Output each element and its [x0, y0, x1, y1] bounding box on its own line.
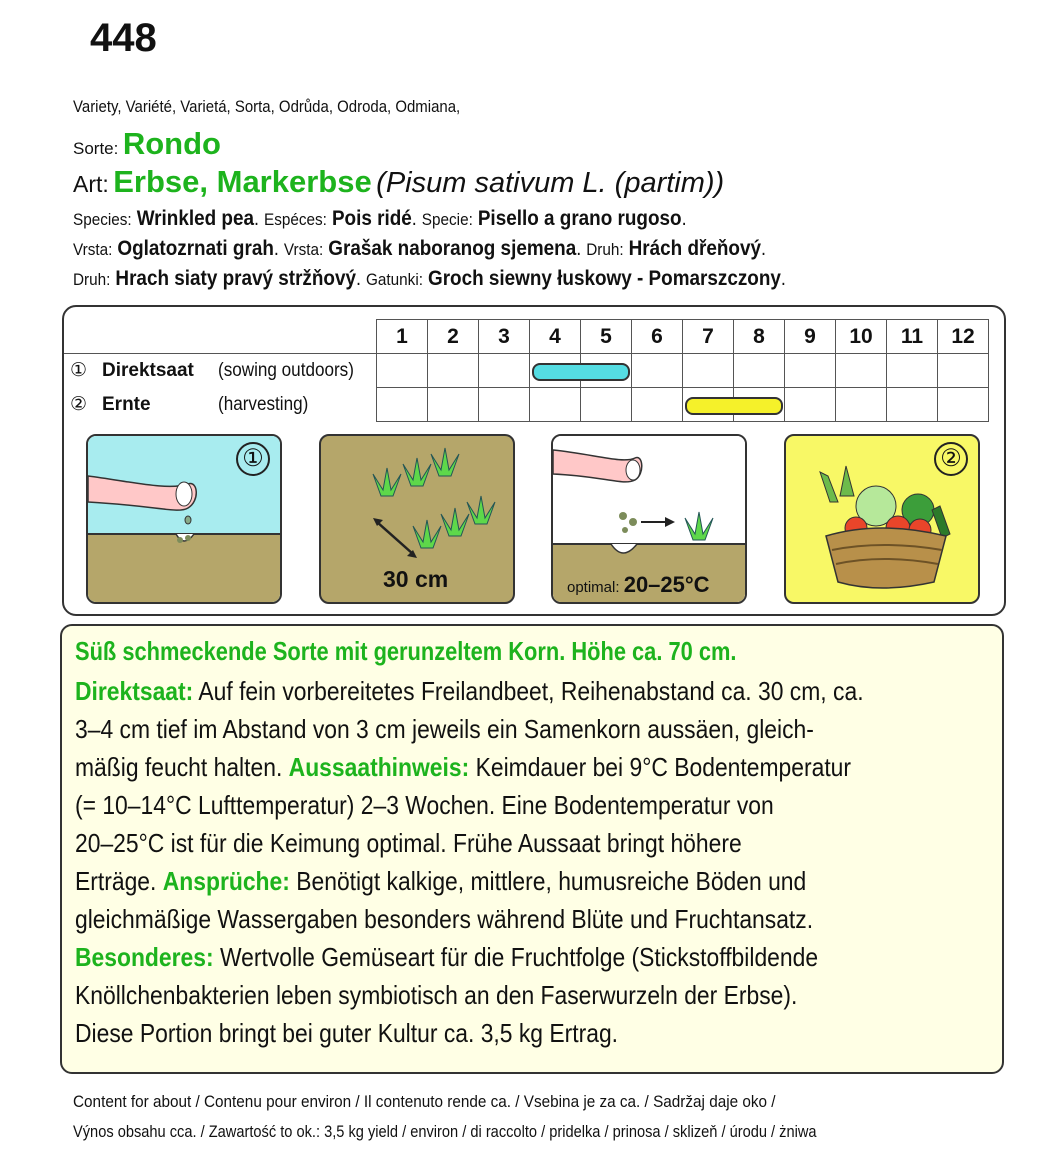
- row-description: (harvesting): [218, 394, 309, 415]
- item-code: 448: [90, 16, 157, 60]
- row-description: (sowing outdoors): [218, 360, 354, 382]
- month-header: 7: [683, 320, 734, 354]
- description-line: mäßig feucht halten. Aussaathinweis: Keimdauer bei 9°C Bodentemperatur: [75, 752, 852, 782]
- species-name: Erbse, Markerbse: [113, 164, 372, 199]
- harvest-tile: [784, 434, 980, 604]
- description-box: [60, 624, 1004, 1074]
- sowing-calendar: [64, 319, 989, 422]
- month-header: 5: [581, 320, 632, 354]
- species-line-2: Vrsta: Oglatozrnati grah. Vrsta: Grašak naboranog sjemena. Druh: Hrách dřeňový.: [73, 237, 767, 260]
- description-line: Diese Portion bringt bei guter Kultur ca. 3,5 kg Ertrag.: [75, 1018, 619, 1048]
- row-name: Direktsaat: [102, 360, 194, 382]
- description-line: 3–4 cm tief im Abstand von 3 cm jeweils ein Samenkorn aussäen, gleich-: [75, 714, 814, 744]
- row-spacing-label: 30 cm: [383, 566, 449, 592]
- sorte-row: [73, 126, 221, 162]
- month-header: 12: [938, 320, 989, 354]
- content-note-line-2: Výnos obsahu cca. / Zawartość to ok.: 3,5 kg yield / environ / di raccolto / pridelka / prinosa / sklizeň / úrodu / żniwa: [73, 1122, 817, 1141]
- step-two-icon: ②: [934, 442, 968, 476]
- description-line: Direktsaat: Auf fein vorbereitetes Freilandbeet, Reihenabstand ca. 30 cm, ca.: [75, 676, 864, 706]
- calendar-row-harvest: [64, 388, 989, 422]
- month-header: 3: [479, 320, 530, 354]
- month-header: 8: [734, 320, 785, 354]
- description-line: 20–25°C ist für die Keimung optimal. Frühe Aussaat bringt höhere: [75, 828, 742, 858]
- variety-translations: Variety, Variété, Varietá, Sorta, Odrůda, Odroda, Odmiana,: [73, 97, 461, 116]
- month-header-row: [64, 320, 989, 354]
- row-name: Ernte: [102, 394, 151, 415]
- month-header: 11: [887, 320, 938, 354]
- month-header: 2: [428, 320, 479, 354]
- row-number: ②: [70, 394, 88, 415]
- description-line: gleichmäßige Wassergaben besonders während Blüte und Fruchtansatz.: [75, 904, 814, 934]
- content-note-line-1: Content for about / Contenu pour environ / Il contenuto rende ca. / Vsebina je za ca. / Sadržaj daje oko /: [73, 1092, 776, 1111]
- description-line: Erträge. Ansprüche: Benötigt kalkige, mittlere, humusreiche Böden und: [75, 866, 807, 896]
- calendar-row-sowing: [64, 354, 989, 388]
- description-line: (= 10–14°C Lufttemperatur) 2–3 Wochen. Eine Bodentemperatur von: [75, 790, 774, 820]
- sowing-calendar-panel: [62, 305, 1006, 616]
- spacing-tile: [319, 434, 515, 604]
- latin-name: (Pisum sativum L. (partim)): [376, 167, 725, 199]
- art-label: Art:: [73, 171, 109, 197]
- month-header: 9: [785, 320, 836, 354]
- row-number: ①: [70, 360, 88, 382]
- month-header: 10: [836, 320, 887, 354]
- month-header: 6: [632, 320, 683, 354]
- description-line: Knöllchenbakterien leben symbiotisch an den Faserwurzeln der Erbse).: [75, 980, 798, 1010]
- germination-tile: [551, 434, 747, 604]
- step-one-icon: ①: [236, 442, 270, 476]
- description-headline: Süß schmeckende Sorte mit gerunzeltem Korn. Höhe ca. 70 cm.: [75, 636, 737, 666]
- art-row: [73, 164, 724, 200]
- species-line-1: Species: Wrinkled pea. Espéces: Pois ridé. Specie: Pisello a grano rugoso.: [73, 207, 687, 230]
- species-line-3: Druh: Hrach siaty pravý stržňový. Gatunki: Groch siewny łuskowy - Pomarszczony.: [73, 267, 786, 290]
- month-header: 4: [530, 320, 581, 354]
- sorte-label: Sorte:: [73, 139, 119, 158]
- month-header: 1: [377, 320, 428, 354]
- description-line: Besonderes: Wertvolle Gemüseart für die Fruchtfolge (Stickstoffbildende: [75, 942, 819, 972]
- sowing-tile: [86, 434, 282, 604]
- temperature-label: optimal: 20–25°C: [567, 572, 710, 597]
- variety-name: Rondo: [122, 126, 221, 161]
